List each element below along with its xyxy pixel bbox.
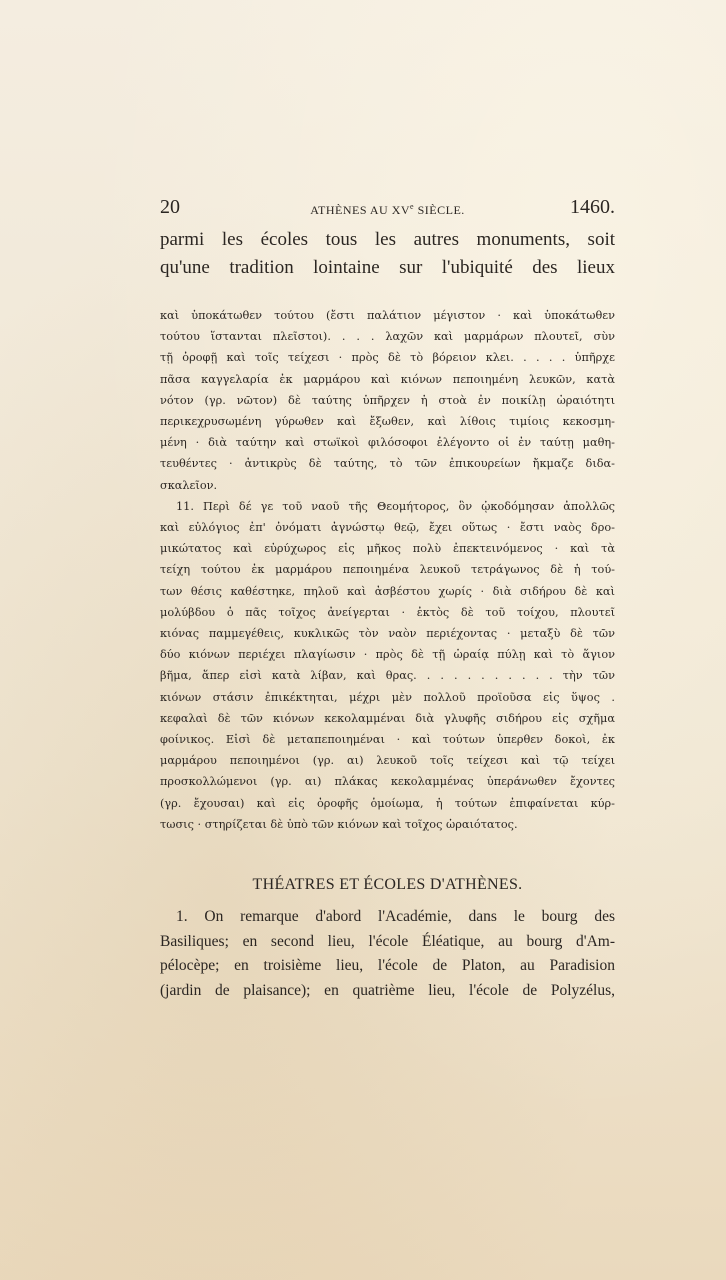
- greek-line: μαρμάρου πεποιημένοι (γρ. αι) λευκοῦ τοῖς τείχεσι καὶ τῷ τείχει: [160, 754, 615, 768]
- text-line: Basiliques; en second lieu, l'école Éléatique, au bourg d'Am-: [160, 932, 615, 950]
- greek-line: πᾶσα καγγελαρία ἐκ μαρμάρου καὶ κιόνων πεποιημένη λευκῶν, κατὰ: [160, 372, 615, 386]
- greek-line: κιόνων στάσιν ἐπικέκτηται, μέχρι μὲν πολλοῦ προϊοῦσα εἰς ὕψος .: [160, 690, 615, 704]
- greek-line: κιόνας παμμεγέθεις, κυκλικῶς τὸν ναὸν περιέχοντας · μεταξὺ δὲ τῶν: [160, 627, 615, 641]
- page-number: 20: [160, 196, 180, 218]
- text-line: parmi les écoles tous les autres monuments, soit: [160, 229, 615, 250]
- greek-line: βῆμα, ἅπερ εἰσὶ κατὰ λίβαν, καὶ θρας. . . . . . . . . . . τὴν τῶν: [160, 669, 615, 683]
- running-title-superscript: e: [410, 202, 415, 211]
- greek-line: (γρ. ἔχουσαι) καὶ εἰς ὀροφῆς ὁμοίωμα, ἡ τούτων ἐπιφαίνεται κύρ-: [160, 796, 615, 810]
- text-line: 1. On remarque d'abord l'Académie, dans le bourg des: [176, 908, 615, 925]
- greek-line: τωσις · στηρίζεται δὲ ὑπὸ τῶν κιόνων καὶ τοῖχος ὡραιότατος.: [160, 817, 518, 831]
- greek-line: προσκολλώμενοι (γρ. αι) πλάκας κεκολαμμένας ὑπεράνωθεν ἔχοντες: [160, 775, 615, 789]
- greek-line: των θέσις καθέστηκε, πηλοῦ καὶ ἀσβέστου χωρίς · διὰ σιδήρου δὲ καὶ: [160, 584, 615, 598]
- text-line: pélocèpe; en troisième lieu, l'école de Platon, au Paradision: [160, 957, 615, 974]
- running-title: [160, 202, 615, 218]
- greek-line: 11. Περὶ δέ γε τοῦ ναοῦ τῆς Θεομήτορος, ὃν ᾠκοδόμησαν ἀπολλῶς: [176, 499, 615, 513]
- french-paragraph: [160, 905, 615, 1003]
- greek-line: καὶ ὑποκάτωθεν τούτου (ἔστι παλάτιον μέγιστον · καὶ ὑποκάτωθεν: [160, 309, 615, 322]
- greek-line: κεφαλαὶ δὲ τῶν κιόνων κεκολαμμέναι διὰ γλυφῆς σιδήρου εἰς σχῆμα: [160, 711, 615, 725]
- greek-line: τείχη τούτου ἐκ μαρμάρου πεποιημένα λευκοῦ τετράγωνος δὲ ἡ τού-: [160, 563, 615, 577]
- text-line: qu'une tradition lointaine sur l'ubiquité des lieux: [160, 257, 615, 278]
- greek-line: νότον (γρ. νῶτον) δὲ ταύτης ὑπῆρχεν ἡ στοὰ ἐν ποικίλῃ ὡραιότητι: [160, 393, 615, 407]
- greek-line: τευθέντες · ἀντικρὺς δὲ ταύτης, τὸ τῶν ἐπικουρείων ἤκμαζε διδα-: [160, 457, 615, 471]
- greek-line: περικεχρυσωμένη γύρωθεν καὶ ἔξωθεν, καὶ λίθοις τιμίοις κεκοσμη-: [160, 415, 615, 429]
- page-header: [160, 196, 615, 226]
- text-line: (jardin de plaisance); en quatrième lieu, l'école de Polyzélus,: [160, 981, 615, 999]
- french-continuation: [160, 226, 615, 282]
- greek-line: καὶ εὐλόγιος ἐπ' ὀνόματι ἀγνώστῳ θεῷ, ἔχει οὕτως · ἔστι ναὸς δρο-: [160, 521, 615, 535]
- greek-line: μένη · διὰ ταύτην καὶ στωϊκοὶ φιλόσοφοι ἐλέγοντο οἱ ἐν ταύτῃ μαθη-: [160, 436, 615, 450]
- greek-line: φοίνικος. Εἰσὶ δὲ μεταπεποιημέναι · καὶ τούτων ὑπερθεν δοκοὶ, ἐκ: [160, 733, 615, 747]
- greek-line: μολύβδου ὁ πᾶς τοῖχος ἀνείγερται · ἐκτὸς δὲ τοῦ τοίχου, πλουτεῖ: [160, 605, 615, 619]
- page-year: 1460.: [570, 196, 615, 218]
- greek-line: σκαλεῖον.: [160, 478, 218, 492]
- greek-line: μικώτατος καὶ εὐρύχωρος εἰς μῆκος πολὺ ἐπεκτεινόμενος · καὶ τὰ: [160, 542, 615, 556]
- running-title-main: ATHÈNES AU XV: [310, 203, 411, 217]
- greek-line: τούτου ἵστανται πλεῖστοι). . . . λαχῶν καὶ μαρμάρων πλουτεῖ, σὺν: [160, 330, 615, 344]
- section-heading: THÉATRES ET ÉCOLES D'ATHÈNES.: [252, 876, 523, 893]
- greek-text: [160, 305, 615, 835]
- running-title-end: SIÈCLE.: [414, 203, 465, 217]
- greek-line: δύο κιόνων περιέχει πλαγίωσιν · πρὸς δὲ τῇ ὡραίᾳ πύλῃ καὶ τὸ ἅγιον: [160, 648, 615, 662]
- greek-line: τῇ ὀροφῇ καὶ τοῖς τείχεσι · πρὸς δὲ τὸ βόρειον κλει. . . . . ὑπῆρχε: [160, 351, 615, 365]
